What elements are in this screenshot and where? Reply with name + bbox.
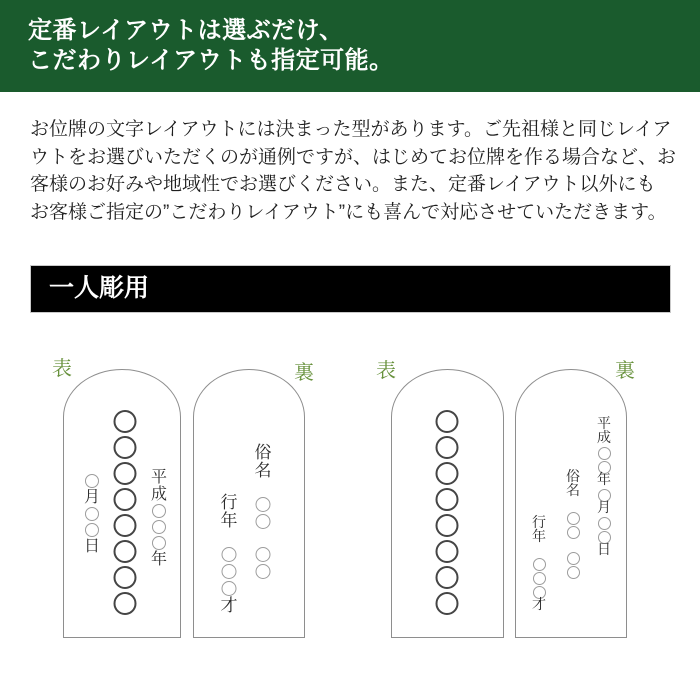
- large-character-circle: [114, 462, 137, 485]
- intro-line: お客様ご指定の”こだわりレイアウト”にも喜んで対応させていただきます。: [30, 201, 667, 223]
- tablet-character: 才: [220, 596, 238, 615]
- tablet-character: 月: [597, 501, 611, 516]
- large-character-circle: [436, 566, 459, 589]
- tablet-character: 行: [532, 516, 546, 531]
- tablet-character: 日: [83, 538, 101, 555]
- small-character-circle: [256, 564, 271, 579]
- tablet-character: 名: [566, 484, 580, 499]
- large-character-circle: [114, 592, 137, 615]
- section-title: 一人彫用: [49, 274, 150, 302]
- tablet-character: 俗: [254, 443, 272, 462]
- large-character-circle: [436, 436, 459, 459]
- large-character-circle: [114, 566, 137, 589]
- large-character-circle: [436, 462, 459, 485]
- tablet-character: 年: [150, 551, 168, 568]
- tablet-text-column: [566, 471, 580, 579]
- small-character-circle: [567, 512, 580, 525]
- small-character-circle: [598, 489, 611, 502]
- tablet-group1-back: [193, 369, 305, 638]
- small-character-circle: [222, 547, 237, 562]
- large-character-circle: [114, 488, 137, 511]
- small-character-circle: [598, 517, 611, 530]
- tablet-character: 年: [532, 530, 546, 545]
- tablet-text-column: [84, 473, 100, 555]
- tablet-character: 才: [532, 598, 546, 613]
- tablet-group2-back: [515, 369, 627, 638]
- tablet-character: 平: [150, 469, 168, 486]
- tablet-text-column: [114, 408, 137, 616]
- large-character-circle: [114, 514, 137, 537]
- large-character-circle: [114, 540, 137, 563]
- tablet-character: 月: [83, 489, 101, 506]
- tablet-character: 俗: [566, 470, 580, 485]
- large-character-circle: [436, 540, 459, 563]
- large-character-circle: [114, 436, 137, 459]
- tablet-character: 行: [220, 493, 238, 512]
- banner-title-line-2: こだわりレイアウトも指定可能。: [28, 47, 394, 74]
- back-side-label: 裏: [615, 360, 635, 382]
- back-side-label: 裏: [294, 362, 314, 384]
- small-character-circle: [256, 547, 271, 562]
- small-character-circle: [533, 586, 546, 599]
- small-character-circle: [222, 564, 237, 579]
- tablet-character: 年: [220, 511, 238, 530]
- tablet-character: 平: [597, 417, 611, 432]
- small-character-circle: [598, 461, 611, 474]
- banner-title-line-1: 定番レイアウトは選ぶだけ、: [28, 17, 344, 44]
- large-character-circle: [436, 592, 459, 615]
- small-character-circle: [256, 497, 271, 512]
- large-character-circle: [436, 488, 459, 511]
- small-character-circle: [567, 552, 580, 565]
- small-character-circle: [85, 523, 99, 537]
- tablet-text-column: [151, 469, 167, 568]
- tablet-group2-front: [391, 369, 504, 638]
- small-character-circle: [222, 581, 237, 596]
- small-character-circle: [533, 558, 546, 571]
- small-character-circle: [152, 520, 166, 534]
- small-character-circle: [152, 504, 166, 518]
- tablet-character: 日: [597, 543, 611, 558]
- front-side-label: 表: [376, 360, 396, 382]
- small-character-circle: [85, 474, 99, 488]
- small-character-circle: [152, 536, 166, 550]
- tablet-character: 成: [597, 431, 611, 446]
- small-character-circle: [256, 514, 271, 529]
- large-character-circle: [114, 410, 137, 433]
- small-character-circle: [533, 572, 546, 585]
- tablet-character: 名: [254, 461, 272, 480]
- tablet-group1-front: [63, 369, 181, 638]
- tablet-character: 年: [597, 473, 611, 488]
- tablet-text-column: [597, 418, 611, 558]
- large-character-circle: [436, 514, 459, 537]
- small-character-circle: [598, 531, 611, 544]
- tablet-text-column: [221, 494, 238, 615]
- small-character-circle: [567, 526, 580, 539]
- small-character-circle: [85, 507, 99, 521]
- tablet-text-column: [436, 408, 459, 616]
- intro-line: ウトをお選びいただくのが通例ですが、はじめてお位牌を作る場合など、お: [30, 146, 677, 168]
- front-side-label: 表: [52, 358, 72, 380]
- small-character-circle: [567, 566, 580, 579]
- intro-line: お位牌の文字レイアウトには決まった型があります。ご先祖様と同じレイア: [30, 119, 672, 140]
- tablet-text-column: [255, 444, 272, 580]
- tablet-character: 成: [150, 486, 168, 503]
- tablet-text-column: [532, 517, 546, 613]
- large-character-circle: [436, 410, 459, 433]
- intro-line: 客様のお好みや地域性でお選びください。また、定番レイアウト以外にも: [30, 174, 656, 195]
- small-character-circle: [598, 447, 611, 460]
